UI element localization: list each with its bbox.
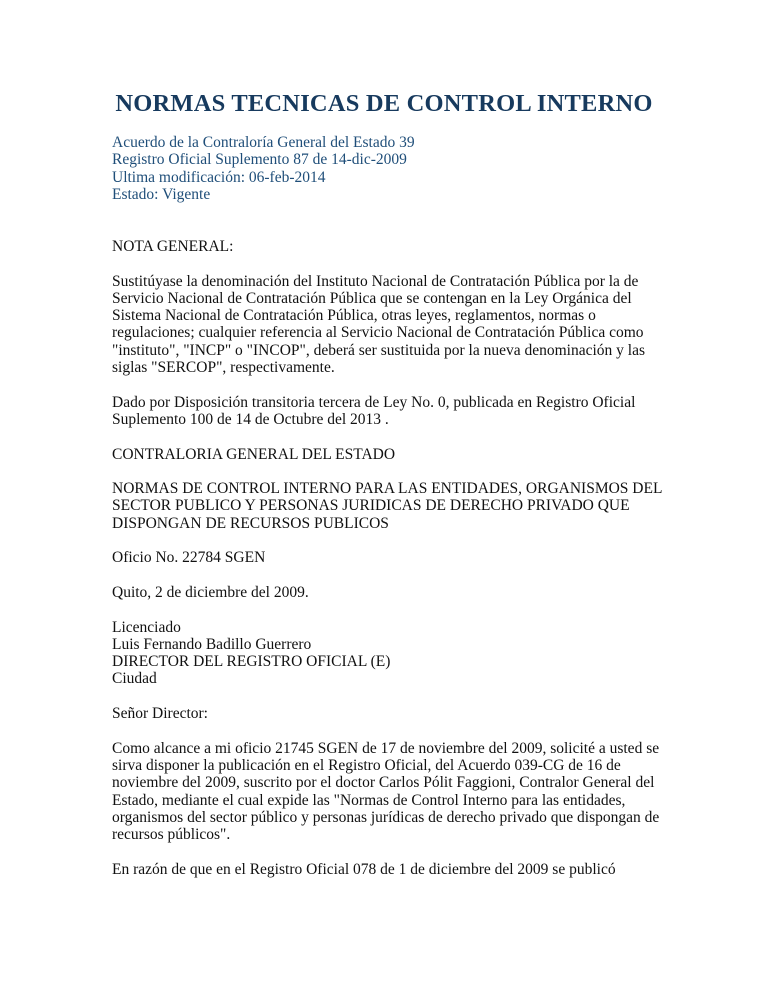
meta-status: Estado: Vigente [112,185,211,203]
paragraph [112,740,662,844]
paragraph-line: regulaciones; cualquier referencia al Servicio Nacional de Contratación Pública como [112,324,644,342]
paragraph-line: CONTRALORIA GENERAL DEL ESTADO [112,445,396,463]
paragraph [112,480,662,532]
paragraph [112,705,662,722]
paragraph [112,619,662,688]
paragraph-line: Sustitúyase la denominación del Instituto Nacional de Contratación Pública por la de [112,272,639,290]
paragraph-line: DIRECTOR DEL REGISTRO OFICIAL (E) [112,653,391,671]
paragraph-line: SECTOR PUBLICO Y PERSONAS JURIDICAS DE DERECHO PRIVADO QUE [112,497,630,515]
paragraph [112,238,662,255]
paragraph-line: Servicio Nacional de Contratación Pública que se contengan en la Ley Orgánica del [112,289,632,307]
meta-last-modified: Ultima modificación: 06-feb-2014 [112,168,326,186]
document-body [112,238,662,895]
paragraph-line: Licenciado [112,618,181,636]
paragraph-line: Estado, mediante el cual expide las "Normas de Control Interno para las entidades, [112,791,626,809]
document-metadata [112,134,415,203]
paragraph-line: sirva disponer la publicación en el Registro Oficial, del Acuerdo 039-CG de 16 de [112,756,621,774]
paragraph-line: siglas "SERCOP", respectivamente. [112,359,335,377]
paragraph-line: Suplemento 100 de 14 de Octubre del 2013 . [112,410,389,428]
paragraph [112,584,662,601]
paragraph [112,549,662,566]
paragraph-line: Como alcance a mi oficio 21745 SGEN de 17 de noviembre del 2009, solicité a usted se [112,739,660,757]
paragraph [112,394,662,429]
meta-agreement: Acuerdo de la Contraloría General del Estado 39 [112,134,415,151]
paragraph-line: NORMAS DE CONTROL INTERNO PARA LAS ENTIDADES, ORGANISMOS DEL [112,480,663,498]
paragraph-line: Sistema Nacional de Contratación Pública, otras leyes, reglamentos, normas o [112,307,596,325]
paragraph-line: En razón de que en el Registro Oficial 078 de 1 de diciembre del 2009 se publicó [112,860,616,878]
paragraph [112,861,662,878]
document-title: NORMAS TECNICAS DE CONTROL INTERNO [115,90,653,117]
paragraph-line: Dado por Disposición transitoria tercera de Ley No. 0, publicada en Registro Oficial [112,393,636,411]
paragraph-line: NOTA GENERAL: [112,238,234,255]
paragraph-line: Ciudad [112,670,157,688]
paragraph-line: "instituto", "INCP" o "INCOP", deberá ser sustituida por la nueva denominación y las [112,341,646,359]
paragraph [112,446,662,463]
paragraph-line: Luis Fernando Badillo Guerrero [112,635,312,653]
paragraph-line: organismos del sector público y personas jurídicas de derecho privado que dispongan de [112,808,660,826]
meta-registro: Registro Oficial Suplemento 87 de 14-dic-2009 [112,151,407,169]
paragraph-line: Señor Director: [112,705,208,723]
paragraph-line: DISPONGAN DE RECURSOS PUBLICOS [112,514,389,532]
paragraph-line: noviembre del 2009, suscrito por el doctor Carlos Pólit Faggioni, Contralor General del [112,774,655,792]
paragraph-line: Quito, 2 de diciembre del 2009. [112,583,309,601]
paragraph-line: recursos públicos". [112,826,231,844]
paragraph-line: Oficio No. 22784 SGEN [112,549,266,567]
paragraph [112,273,662,377]
